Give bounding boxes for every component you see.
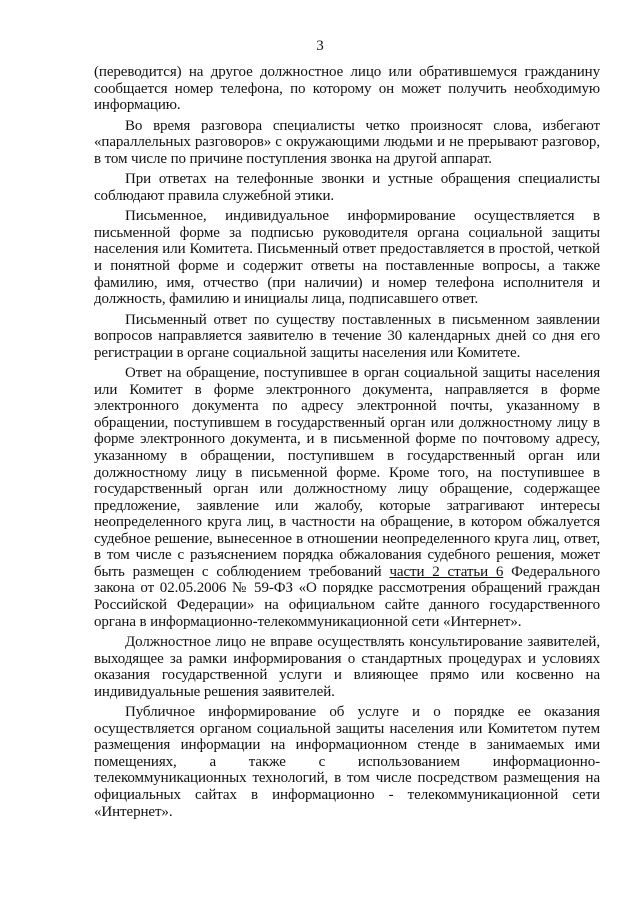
- paragraph-electronic-reply: [94, 365, 600, 630]
- paragraph-written-reply-deadline: Письменный ответ по существу поставленных в письменном заявлении вопросов направляется заявителю в течение 30 календарных дней со дня его регистрации в органе социальной защиты населения или Комитете.: [94, 311, 600, 361]
- paragraph-consulting-limits: Должностное лицо не вправе осуществлять консультирование заявителей, выходящее за рамки информирования о стандартных процедурах и условиях оказания государственной услуги и влияющее прямо или косвенно на индивидуальные решения заявителей.: [94, 634, 600, 700]
- document-body: [94, 64, 600, 824]
- electronic-reply-text-start: Ответ на обращение, поступившее в орган социальной защиты населения или Комитет в форме электронного документа, направляется в форме электронного документа по адресу электронной почты, указанному в обращении, поступившем в государственный орган или должностному лицу в форме электронного документа, и в письменной форме по почтовому адресу, указанному в обращении, поступившем в государственный орган или должностному лицу в письменной форме. Кроме того, на поступившее в государственный орган или должностному лицу обращение, содержащее предложение, заявление или жалобу, которые затрагивают интересы неопределенного круга лиц, в частности на обращение, в котором обжалуется судебное решение, вынесенное в отношении неопределенного круга лиц, ответ, в том числе с разъяснением порядка обжалования судебного решения, может быть размещен с соблюдением требований: [94, 365, 600, 580]
- paragraph-written-informing: Письменное, индивидуальное информирование осуществляется в письменной форме за подписью руководителя органа социальной защиты населения или Комитета. Письменный ответ предоставляется в простой, четкой и понятной форме и содержит ответы на поставленные вопросы, а также фамилию, имя, отчество (при наличии) и номер телефона исполнителя и должность, фамилию и инициалы лица, подписавшего ответ.: [94, 208, 600, 308]
- electronic-reply-text-end: Федерального закона от 02.05.2006 № 59-ФЗ «О порядке рассмотрения обращений граждан Российской Федерации» на официальном сайте данного государственного органа в информационно-телекоммуникационной сети «Интернет».: [94, 563, 600, 630]
- law-article-link[interactable]: части 2 статьи 6: [389, 563, 504, 580]
- paragraph-service-ethics: При ответах на телефонные звонки и устные обращения специалисты соблюдают правила служебной этики.: [94, 171, 600, 204]
- paragraph-call-redirect: (переводится) на другое должностное лицо или обратившемуся гражданину сообщается номер телефона, по которому он может получить необходимую информацию.: [94, 64, 600, 114]
- paragraph-public-informing: Публичное информирование об услуге и о порядке ее оказания осуществляется органом социальной защиты населения или Комитетом путем размещения информации на информационном стенде в занимаемых ими помещениях, а также с использованием информационно-телекоммуникационных технологий, в том числе посредством размещения на официальных сайтах в информационно - телекоммуникационной сети «Интернет».: [94, 704, 600, 820]
- page-number: 3: [316, 38, 324, 54]
- paragraph-conversation-rules: Во время разговора специалисты четко произносят слова, избегают «параллельных разговоров» с окружающими людьми и не прерывают разговор, в том числе по причине поступления звонка на другой аппарат.: [94, 117, 600, 167]
